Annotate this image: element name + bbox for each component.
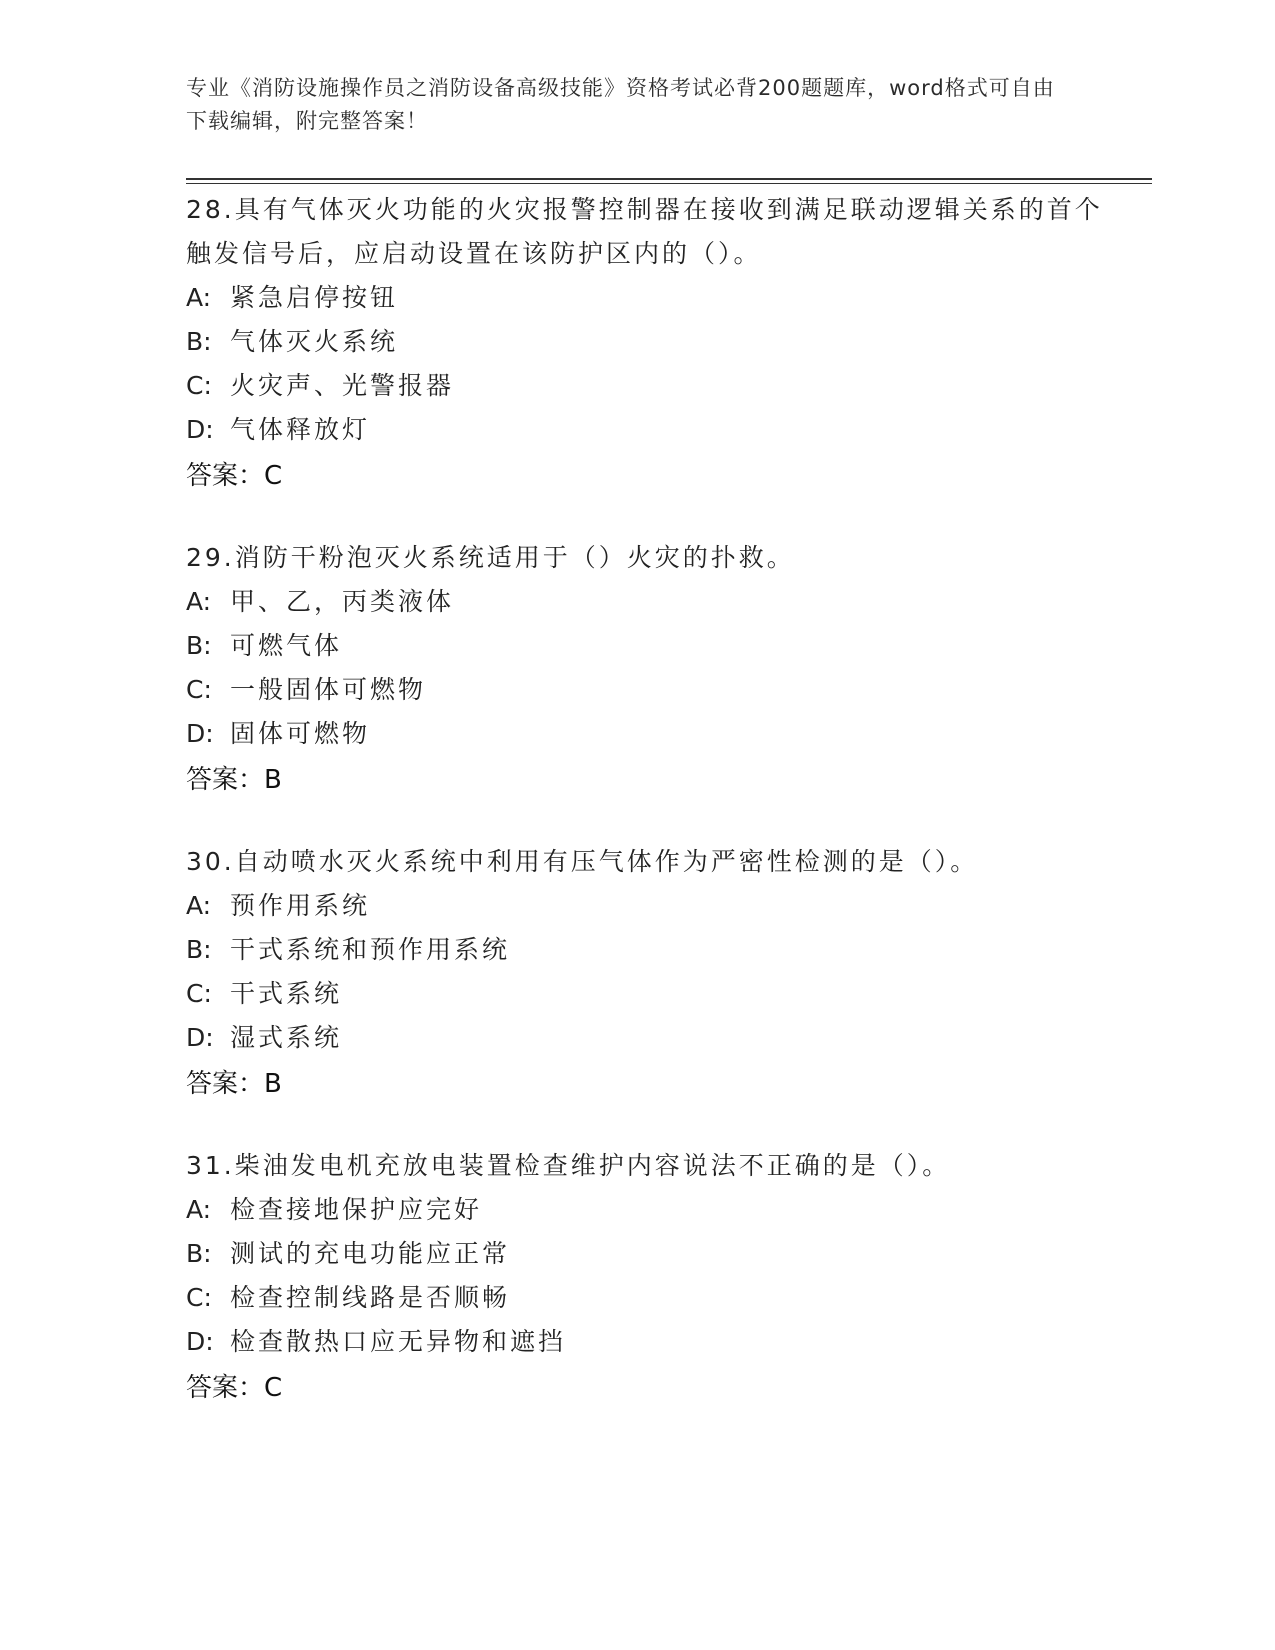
answer-line: 答案：C xyxy=(186,461,283,491)
question-31 xyxy=(186,1144,1106,1412)
option-c xyxy=(186,364,1106,408)
option-text: 检查接地保护应完好 xyxy=(230,1195,483,1224)
header-text: 专业《消防设施操作员之消防设备高级技能》资格考试必背200题题库，word格式可自由下载编辑，附完整答案！ xyxy=(186,76,1055,133)
option-a xyxy=(186,1188,1106,1232)
option-a xyxy=(186,884,1106,928)
option-text: 干式系统 xyxy=(230,979,343,1008)
option-c xyxy=(186,972,1106,1016)
option-letter: B: xyxy=(186,1239,212,1268)
option-d xyxy=(186,1016,1106,1060)
option-text: 测试的充电功能应正常 xyxy=(230,1239,511,1268)
option-text: 预作用系统 xyxy=(230,891,371,920)
option-letter: A: xyxy=(186,587,212,616)
option-d xyxy=(186,712,1106,756)
option-letter: B: xyxy=(186,327,212,356)
option-c xyxy=(186,1276,1106,1320)
option-letter: A: xyxy=(186,1195,212,1224)
option-letter: B: xyxy=(186,935,212,964)
question-30 xyxy=(186,840,1106,1108)
question-stem: 28.具有气体灭火功能的火灾报警控制器在接收到满足联动逻辑关系的首个触发信号后，应启动设置在该防护区内的（）。 xyxy=(186,195,1103,268)
option-letter: B: xyxy=(186,631,212,660)
option-text: 可燃气体 xyxy=(230,631,343,660)
question-29 xyxy=(186,536,1106,804)
option-text: 检查控制线路是否顺畅 xyxy=(230,1283,511,1312)
option-letter: C: xyxy=(186,979,212,1008)
option-text: 火灾声、光警报器 xyxy=(230,371,455,400)
option-letter: D: xyxy=(186,1327,214,1356)
question-stem: 31.柴油发电机充放电装置检查维护内容说法不正确的是（）。 xyxy=(186,1151,951,1180)
option-c xyxy=(186,668,1106,712)
option-b xyxy=(186,624,1106,668)
option-letter: C: xyxy=(186,1283,212,1312)
option-b xyxy=(186,320,1106,364)
option-d xyxy=(186,408,1106,452)
option-b xyxy=(186,1232,1106,1276)
answer-line: 答案：C xyxy=(186,1373,283,1403)
answer-line: 答案：B xyxy=(186,765,282,795)
option-letter: C: xyxy=(186,371,212,400)
option-text: 紧急启停按钮 xyxy=(230,283,399,312)
option-letter: A: xyxy=(186,891,212,920)
question-stem: 30.自动喷水灭火系统中利用有压气体作为严密性检测的是（）。 xyxy=(186,847,979,876)
option-text: 甲、乙，丙类液体 xyxy=(230,587,455,616)
option-text: 一般固体可燃物 xyxy=(230,675,427,704)
option-letter: D: xyxy=(186,1023,214,1052)
option-text: 固体可燃物 xyxy=(230,719,371,748)
question-28 xyxy=(186,188,1106,500)
option-text: 干式系统和预作用系统 xyxy=(230,935,511,964)
option-b xyxy=(186,928,1106,972)
option-text: 气体释放灯 xyxy=(230,415,371,444)
option-text: 湿式系统 xyxy=(230,1023,343,1052)
question-stem: 29.消防干粉泡灭火系统适用于（）火灾的扑救。 xyxy=(186,543,795,572)
option-letter: A: xyxy=(186,283,212,312)
option-text: 气体灭火系统 xyxy=(230,327,399,356)
document-header xyxy=(186,72,1066,138)
question-list xyxy=(186,188,1106,1448)
option-letter: D: xyxy=(186,415,214,444)
option-a xyxy=(186,580,1106,624)
answer-line: 答案：B xyxy=(186,1069,282,1099)
option-text: 检查散热口应无异物和遮挡 xyxy=(230,1327,567,1356)
option-letter: D: xyxy=(186,719,214,748)
option-a xyxy=(186,276,1106,320)
option-letter: C: xyxy=(186,675,212,704)
header-divider xyxy=(186,178,1152,184)
option-d xyxy=(186,1320,1106,1364)
